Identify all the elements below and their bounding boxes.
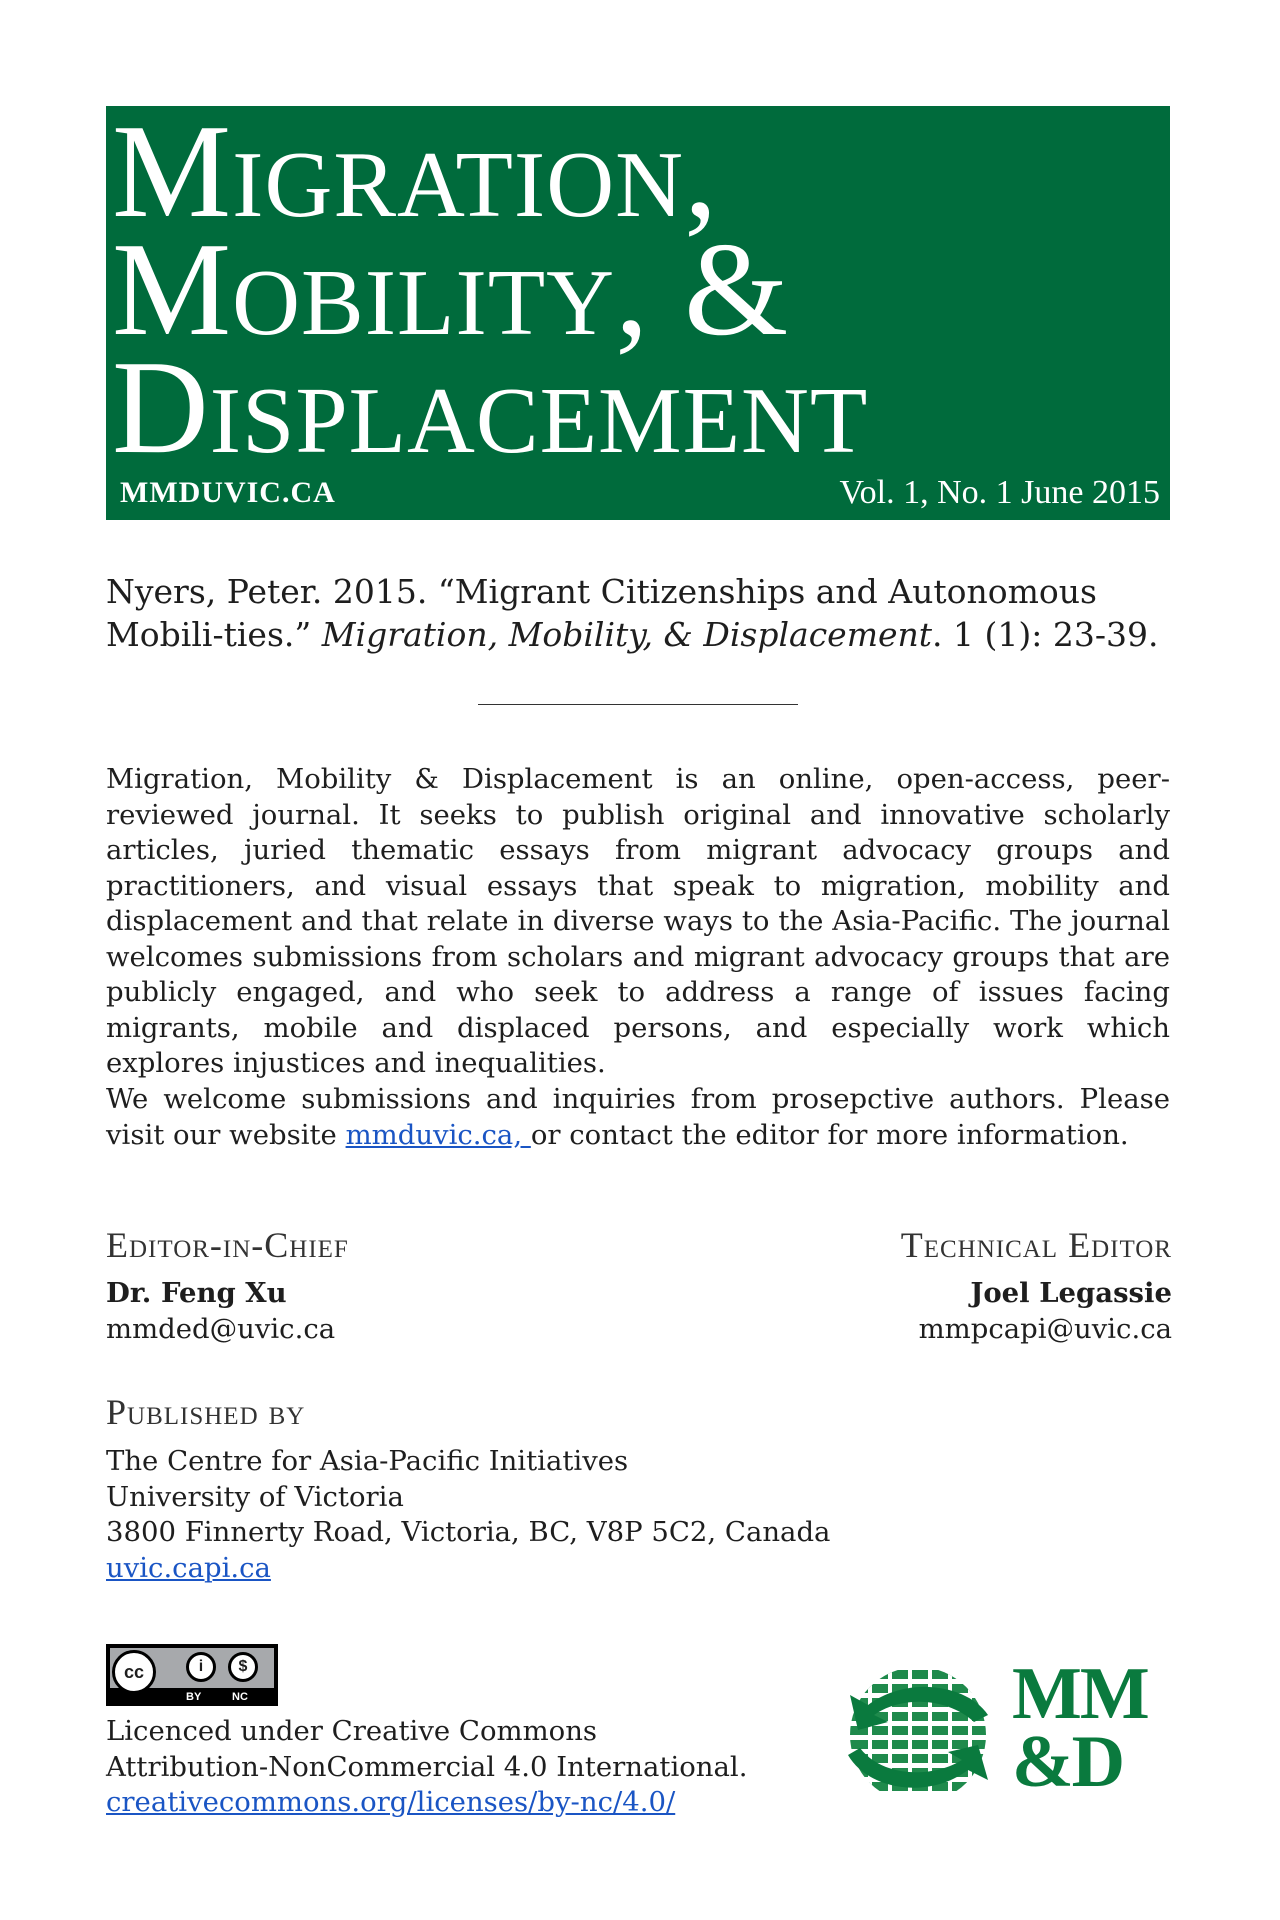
technical-editor-heading: Technical Editor [900,1225,1172,1265]
citation-journal: Migration, Mobility, & Displacement [321,615,933,654]
editor-in-chief [106,1276,335,1347]
cc-icon: cc [112,1650,156,1694]
journal-title-line-3: Displacement [112,333,869,481]
license-link[interactable]: creativecommons.org/licenses/by-nc/4.0/ [106,1786,676,1818]
editor-in-chief-heading: Editor-in-Chief [106,1225,349,1265]
publisher-address [106,1444,830,1586]
citation-text: Nyers, Peter. 2015. “Migrant Citizenships and Autonomous Mobili-ties.” [106,572,1097,654]
submissions-note [106,1082,1170,1153]
journal-description: Migration, Mobility & Displacement is an online, open-access, peer-reviewed journal. It seeks to publish original and innovative scholarly articles, juried thematic essays from migrant advocacy groups and practitioners, and visual essays that speak to migration, mobility and displacement and that relate in diverse ways to the Asia-Pacific. The journal welcomes submissions from scholars and migrant advocacy groups that are publicly engaged, and who seek to address a range of issues facing migrants, mobile and displaced persons, and especially work which explores injustices and inequalities. [106,763,1170,1079]
logo-line-1: MM [1012,1653,1148,1735]
journal-website: MMDUVIC.CA [120,476,336,509]
website-link[interactable]: mmduvic.ca, [345,1118,531,1151]
publisher-link[interactable]: uvic.capi.ca [106,1551,271,1584]
issue-info: Vol. 1, No. 1 June 2015 [839,474,1160,511]
citation [106,570,1170,656]
submissions-text: We welcome submissions and inquiries from prosepctive authors. Please visit our website [106,1083,1170,1151]
editor-in-chief-name: Dr. Feng Xu [106,1277,287,1309]
cc-nc-label: NC [232,1691,248,1703]
license-line-1: Licenced under Creative Commons [106,1715,598,1747]
mmd-logo [838,1653,1178,1810]
publisher-line-3: 3800 Finnerty Road, Victoria, BC, V8P 5C2, Canada [106,1516,831,1548]
published-by-heading: Published by [106,1392,306,1432]
journal-banner [106,97,1170,520]
section-divider [478,704,798,705]
logo-line-2: &D [1012,1721,1124,1803]
technical-editor [919,1276,1172,1347]
noncommercial-icon: $ [228,1652,258,1682]
cc-by-label: BY [186,1691,202,1703]
globe-icon [838,1660,998,1810]
journal-title-line-1: Migration, [112,97,719,245]
attribution-icon: i [186,1652,216,1682]
editor-in-chief-email: mmded@uvic.ca [106,1312,336,1345]
license-line-2: Attribution-NonCommercial 4.0 International. [106,1750,748,1783]
publisher-line-2: University of Victoria [106,1480,404,1513]
technical-editor-email: mmpcapi@uvic.ca [918,1312,1172,1345]
technical-editor-name: Joel Legassie [970,1277,1172,1309]
license-text [106,1714,747,1821]
mmd-logo-text [1012,1653,1148,1803]
cc-license-badge [106,1644,278,1706]
citation-volume: . 1 (1): 23-39. [932,615,1159,654]
journal-title [112,97,869,481]
submissions-text-end: or contact the editor for more information. [530,1118,1129,1151]
publisher-line-1: The Centre for Asia-Pacific Initiatives [106,1445,629,1477]
journal-title-line-2: Mobility, & [112,215,790,363]
